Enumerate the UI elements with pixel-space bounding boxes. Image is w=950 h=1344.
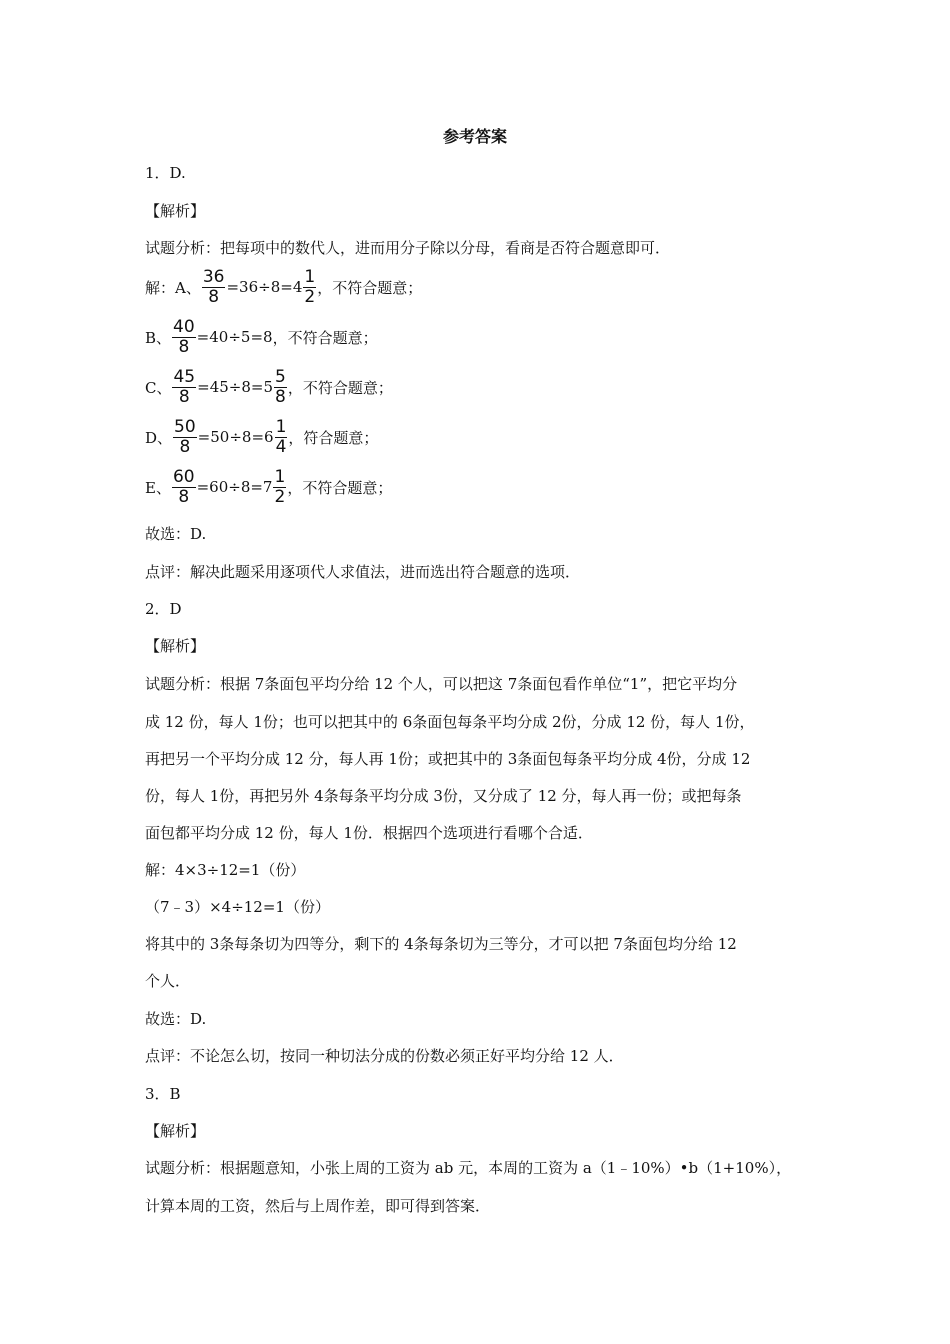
q2-analysis-line: 试题分析：根据 7条面包平均分给 12 个人，可以把这 7条面包看作单位“1”，把它平均分 <box>145 675 738 693</box>
q3-analysis-line: 试题分析：根据题意知，小张上周的工资为 ab 元，本周的工资为 a（1﹣10%）•b（1+10%）， <box>145 1159 792 1177</box>
q1-comment: 点评：解决此题采用逐项代人求值法，进而选出符合题意的选项． <box>145 563 581 581</box>
mixed-fraction <box>303 268 316 307</box>
q3-jiexi-heading: 【解析】 <box>145 1122 206 1140</box>
denominator: 8 <box>178 486 190 507</box>
option-calculation: =36÷8=4 <box>226 278 303 296</box>
numerator: 36 <box>202 266 225 287</box>
denominator: 2 <box>304 286 316 307</box>
option-prefix: C、 <box>145 378 172 397</box>
mixed-fraction <box>273 468 286 507</box>
denominator: 8 <box>178 336 190 357</box>
denominator: 8 <box>275 386 286 407</box>
option-calculation: =60÷8=7 <box>196 478 273 496</box>
q2-jiexi-heading: 【解析】 <box>145 637 206 655</box>
q2-comment: 点评：不论怎么切，按同一种切法分成的份数必须正好平均分给 12 人． <box>145 1047 624 1065</box>
fraction <box>172 318 196 357</box>
fraction <box>202 268 226 307</box>
option-calculation: =40÷5=8 <box>196 328 273 346</box>
fraction <box>172 368 196 407</box>
option-conclusion: ，不符合题意； <box>317 278 423 297</box>
q2-solution-line: 个人． <box>145 972 191 990</box>
option-prefix: D、 <box>145 428 173 447</box>
q1-option-c <box>145 364 393 410</box>
mixed-fraction <box>275 418 288 457</box>
page-title: 参考答案 <box>442 127 507 146</box>
q2-analysis-line: 面包都平均分成 12 份，每人 1份．根据四个选项进行看哪个合适． <box>145 824 593 842</box>
q2-solution-line: （7﹣3）×4÷12=1（份） <box>145 898 330 916</box>
denominator: 4 <box>275 436 287 457</box>
mixed-fraction <box>274 368 287 407</box>
numerator: 40 <box>173 316 195 337</box>
fraction <box>173 418 197 457</box>
numerator: 60 <box>172 466 195 487</box>
q2-analysis-line: 成 12 份，每人 1份；也可以把其中的 6条面包每条平均分成 2份，分成 12 份，每人 1份， <box>145 713 755 731</box>
numerator: 5 <box>275 366 286 387</box>
denominator: 8 <box>178 386 190 407</box>
option-conclusion: ，不符合题意； <box>287 378 393 397</box>
q2-solution-line: 解：4×3÷12=1（份） <box>145 861 306 879</box>
q1-choice: 故选：D. <box>145 525 207 543</box>
denominator: 8 <box>208 286 220 307</box>
numerator: 45 <box>173 366 196 387</box>
option-prefix: B、 <box>145 328 172 347</box>
q1-option-e <box>145 464 392 510</box>
option-prefix: E、 <box>145 478 171 497</box>
q1-jiexi-heading: 【解析】 <box>145 202 206 220</box>
option-calculation: =50÷8=6 <box>197 428 274 446</box>
q2-answer: 2．D <box>145 600 182 618</box>
q3-analysis-line: 计算本周的工资，然后与上周作差，即可得到答案． <box>145 1197 491 1215</box>
denominator: 8 <box>179 436 191 457</box>
q3-answer: 3．B <box>145 1085 181 1103</box>
numerator: 1 <box>275 416 287 437</box>
q2-analysis-line: 再把另一个平均分成 12 分，每人再 1份；或把其中的 3条面包每条平均分成 4份，分成 12 <box>145 750 751 768</box>
numerator: 1 <box>274 466 286 487</box>
numerator: 1 <box>304 266 316 287</box>
q1-option-d <box>145 414 378 460</box>
q1-answer: 1．D. <box>145 164 186 182</box>
q1-option-a <box>145 264 422 310</box>
option-conclusion: ，不符合题意； <box>287 478 393 497</box>
option-conclusion: ，符合题意； <box>288 428 379 447</box>
option-calculation: =45÷8=5 <box>197 378 274 396</box>
q2-choice: 故选：D. <box>145 1010 207 1028</box>
q1-analysis: 试题分析：把每项中的数代人，进而用分子除以分母，看商是否符合题意即可． <box>145 239 671 257</box>
q2-solution-line: 将其中的 3条每条切为四等分，剩下的 4条每条切为三等分，才可以把 7条面包均分给 12 <box>145 935 737 953</box>
option-conclusion: ，不符合题意； <box>272 328 378 347</box>
fraction <box>172 468 196 507</box>
q1-option-b <box>145 314 378 360</box>
option-prefix: 解：A、 <box>145 278 201 297</box>
denominator: 2 <box>274 486 286 507</box>
numerator: 50 <box>174 416 196 437</box>
q2-analysis-line: 份，每人 1份，再把另外 4条每条平均分成 3份，又分成了 12 分，每人再一份；或把每条 <box>145 787 742 805</box>
